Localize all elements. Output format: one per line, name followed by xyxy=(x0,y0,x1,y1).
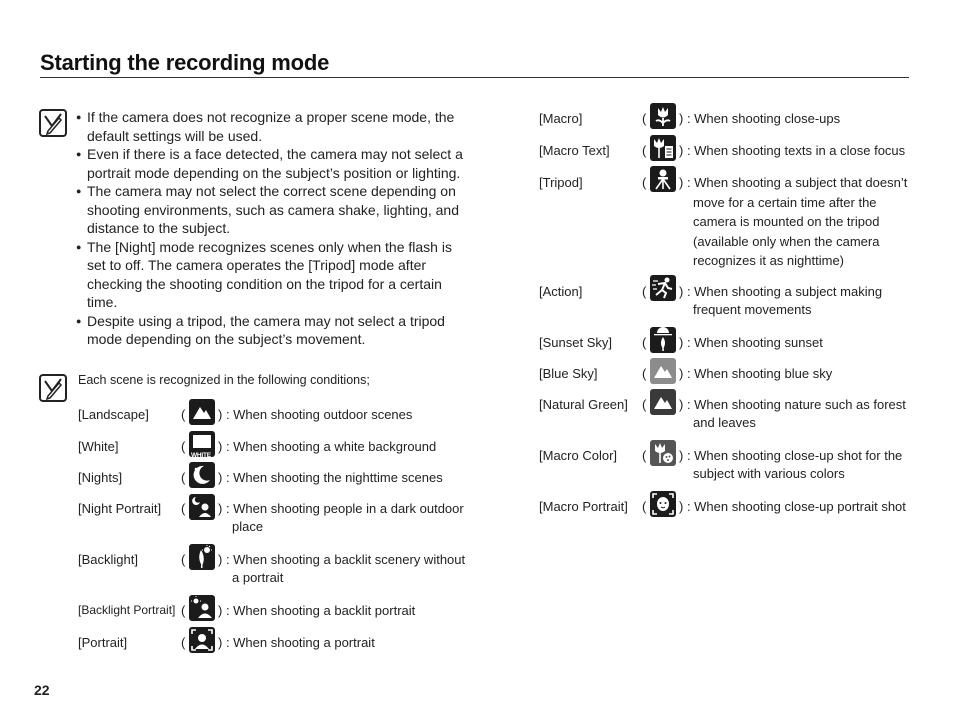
night-portrait-icon xyxy=(189,494,215,520)
scene-name: [Portrait] xyxy=(78,635,128,650)
scene-name: [Macro Portrait] xyxy=(539,499,628,514)
scene-desc: ) : When shooting a white background xyxy=(218,439,437,454)
scene-desc-line3: camera is mounted on the tripod xyxy=(693,214,880,229)
scene-name: [Action] xyxy=(539,284,583,299)
note-item: ● The camera may not select the correct scene depending on shooting environments, such as camera shake, lighting, and distance to the subject. xyxy=(76,182,471,238)
paren-open: ( xyxy=(181,407,186,422)
scene-name: [Tripod] xyxy=(539,175,583,190)
scene-name: [White] xyxy=(78,439,119,454)
note-pencil-icon xyxy=(39,374,67,402)
paren-open: ( xyxy=(642,448,647,463)
scene-desc: ) : When shooting the nighttime scenes xyxy=(218,470,443,485)
macro-color-icon xyxy=(650,440,676,466)
scene-desc-line2: a portrait xyxy=(232,569,284,585)
portrait-icon xyxy=(189,627,215,653)
page-title: Starting the recording mode xyxy=(40,50,330,75)
scene-desc-line2: and leaves xyxy=(693,414,756,430)
scene-name: [Blue Sky] xyxy=(539,366,598,381)
macro-text-icon xyxy=(650,135,676,161)
paren-open: ( xyxy=(181,470,186,485)
scene-desc xyxy=(679,396,906,431)
notes-list xyxy=(76,108,471,349)
scene-desc: ) : When shooting a portrait xyxy=(218,635,375,650)
paren-open: ( xyxy=(642,111,647,126)
scene-name: [Landscape] xyxy=(78,407,149,422)
scene-name: [Macro Color] xyxy=(539,448,618,463)
scene-desc: ) : When shooting texts in a close focus xyxy=(679,143,906,158)
scene-desc xyxy=(679,447,902,482)
action-icon xyxy=(650,275,676,301)
night-icon xyxy=(189,462,215,488)
scene-desc: ) : When shooting a backlit portrait xyxy=(218,603,416,618)
scene-desc-line1: ) : When shooting close-up shot for the xyxy=(679,448,903,463)
scene-name: [Sunset Sky] xyxy=(539,335,612,350)
paren-open: ( xyxy=(642,499,647,514)
blue-sky-icon xyxy=(650,358,676,384)
scene-desc-line1: ) : When shooting nature such as forest xyxy=(679,397,906,412)
paren-open: ( xyxy=(642,335,647,350)
scene-desc-line1: ) : When shooting a backlit scenery without xyxy=(218,552,466,567)
scene-desc-line1: ) : When shooting people in a dark outdoor xyxy=(218,501,464,516)
scene-desc-line2: place xyxy=(232,518,264,534)
white-icon xyxy=(189,431,215,457)
note-item: ● Even if there is a face detected, the camera may not select a portrait mode depending on the subject’s position or lighting. xyxy=(76,145,471,182)
scene-name: [Nights] xyxy=(78,470,123,485)
scene-desc-line5: recognizes it as nighttime) xyxy=(693,253,845,268)
paren-open: ( xyxy=(181,552,186,567)
scene-desc-line2: frequent movements xyxy=(693,301,812,317)
scene-desc: ) : When shooting close-up portrait shot xyxy=(679,499,906,514)
paren-open: ( xyxy=(181,635,186,650)
paren-open: ( xyxy=(181,603,186,618)
paren-open: ( xyxy=(181,439,186,454)
scene-desc: ) : When shooting outdoor scenes xyxy=(218,407,413,422)
scene-desc-line2: subject with various colors xyxy=(693,465,845,481)
landscape-icon xyxy=(189,399,215,425)
natural-green-icon xyxy=(650,389,676,415)
scene-name: [Macro] xyxy=(539,111,583,126)
scene-name: [Natural Green] xyxy=(539,397,628,412)
white-icon-label: WHITE xyxy=(191,452,211,459)
scene-desc-line2: move for a certain time after the xyxy=(693,194,877,210)
scene-desc xyxy=(679,283,882,318)
scene-intro: Each scene is recognized in the following conditions; xyxy=(78,373,370,387)
title-divider xyxy=(40,77,909,78)
backlight-icon xyxy=(189,544,215,570)
paren-open: ( xyxy=(642,143,647,158)
note-item: ● The [Night] mode recognizes scenes only when the flash is set to off. The camera operates the [Tripod] mode after checking the shooting condition on the tripod for a certain time. xyxy=(76,238,471,312)
paren-open: ( xyxy=(642,284,647,299)
note-item: ● If the camera does not recognize a proper scene mode, the default settings will be used. xyxy=(76,108,471,145)
scene-name: [Night Portrait] xyxy=(78,501,162,516)
backlight-portrait-icon xyxy=(189,595,215,621)
paren-open: ( xyxy=(642,175,647,190)
scene-desc: ) : When shooting sunset xyxy=(679,335,823,350)
tripod-icon xyxy=(650,166,676,192)
macro-portrait-icon xyxy=(650,491,676,517)
paren-open: ( xyxy=(642,366,647,381)
page-number: 22 xyxy=(34,682,50,698)
scene-desc: ) : When shooting close-ups xyxy=(679,111,841,126)
scene-desc xyxy=(679,173,907,271)
scene-desc-line1: ) : When shooting a subject that doesn’t xyxy=(679,175,908,190)
sunset-icon xyxy=(650,327,676,353)
note-pencil-icon xyxy=(39,109,67,137)
paren-open: ( xyxy=(181,501,186,516)
scene-name: [Backlight Portrait] xyxy=(78,603,176,617)
scene-desc xyxy=(218,551,465,586)
scene-desc xyxy=(218,500,464,535)
note-item: ● Despite using a tripod, the camera may not select a tripod mode depending on the subject’s movement. xyxy=(76,312,471,349)
scene-desc: ) : When shooting blue sky xyxy=(679,366,833,381)
macro-icon xyxy=(650,103,676,129)
paren-open: ( xyxy=(642,397,647,412)
scene-desc-line1: ) : When shooting a subject making xyxy=(679,284,883,299)
scene-name: [Macro Text] xyxy=(539,143,610,158)
scene-name: [Backlight] xyxy=(78,552,138,567)
scene-desc-line4: (available only when the camera xyxy=(693,233,880,249)
